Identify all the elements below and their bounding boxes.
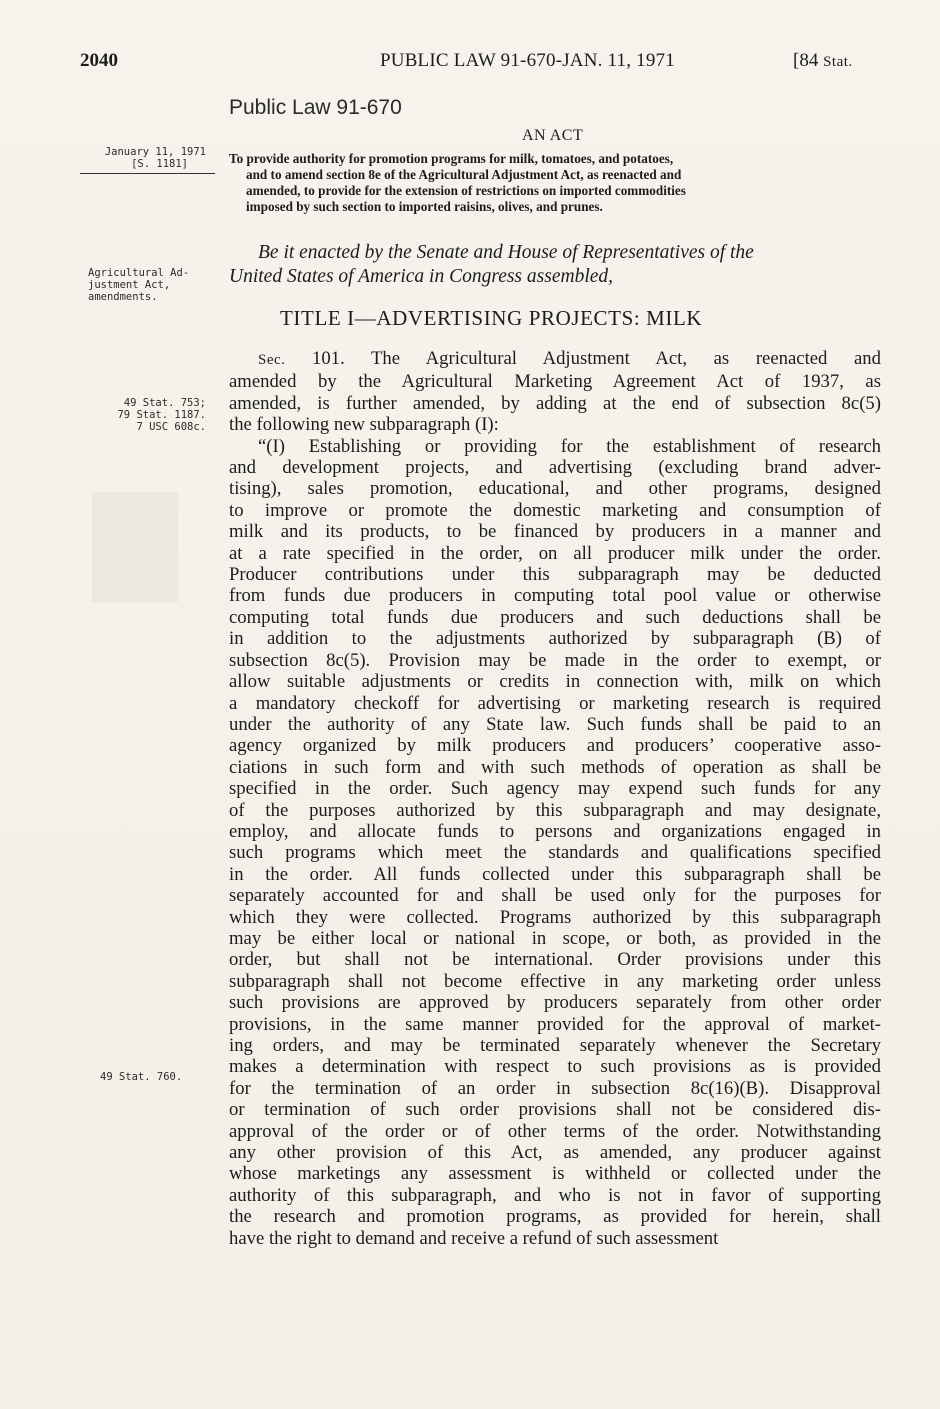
bleed-through-mark — [92, 492, 178, 602]
body-line: subsection 8c(5). Provision may be made in the order to exempt, or — [229, 649, 881, 671]
body-line: milk and its products, to be financed by producers in a manner and — [229, 521, 881, 543]
body-line — [229, 348, 881, 371]
margin-note-agricultural-act — [88, 267, 218, 303]
margin-divider — [80, 173, 215, 174]
purpose-line: To provide authority for promotion programs for milk, tomatoes, and potatoes, — [229, 151, 674, 166]
body-line: a mandatory checkoff for advertising or marketing research is required — [229, 692, 881, 714]
body-line: authority of this subparagraph, and who is not in favor of supporting — [229, 1184, 881, 1206]
body-line: separately accounted for and shall be used only for the purposes for — [229, 885, 881, 907]
enacting-line: Be it enacted by the Senate and House of Representatives of the — [258, 242, 754, 263]
body-line: “(I) Establishing or providing for the establishment of research — [258, 435, 881, 457]
body-line: at a rate specified in the order, on all producer milk under the order. — [229, 542, 881, 564]
margin-note-date — [86, 146, 206, 170]
body-line: computing total funds due producers and such deductions shall be — [229, 606, 881, 628]
body-line: approval of the order or of other terms of the order. Notwithstanding — [229, 1120, 881, 1142]
section-body — [229, 348, 881, 1249]
body-line: provisions, in the same manner provided for the approval of market- — [229, 1013, 881, 1035]
section-first-line: 101. The Agricultural Adjustment Act, as reenacted and — [285, 348, 881, 369]
body-line: specified in the order. Such agency may expend such funds for any — [229, 778, 881, 800]
stat-label: Stat. — [823, 54, 853, 70]
an-act-heading: AN ACT — [522, 127, 584, 144]
purpose-clause — [229, 151, 879, 215]
body-line: the research and promotion programs, as provided for herein, shall — [229, 1206, 881, 1228]
enacting-clause — [229, 241, 881, 289]
body-line: subparagraph shall not become effective in any marketing order unless — [229, 970, 881, 992]
stat-open: [84 — [793, 50, 824, 71]
page-number: 2040 — [80, 50, 118, 71]
purpose-line: amended, to provide for the extension of restrictions on imported commodities — [246, 183, 686, 198]
body-line: of the purposes authorized by this subparagraph and may designate, — [229, 799, 881, 821]
enacting-line: United States of America in Congress assembled, — [229, 266, 614, 287]
body-line: agency organized by milk producers and producers’ cooperative asso- — [229, 735, 881, 757]
stat-reference — [793, 50, 853, 72]
margin-ag-line: amendments. — [88, 291, 158, 303]
running-title: PUBLIC LAW 91-670-JAN. 11, 1971 — [380, 50, 675, 71]
body-line: in addition to the adjustments authorized by subparagraph (B) of — [229, 628, 881, 650]
body-line: and development projects, and advertising (excluding brand adver- — [229, 457, 881, 479]
body-line: in the order. All funds collected under this subparagraph shall be — [229, 863, 881, 885]
margin-date: January 11, 1971 — [104, 146, 206, 158]
body-line: order, but shall not be international. Order provisions under this — [229, 949, 881, 971]
body-line: from funds due producers in computing total pool value or otherwise — [229, 585, 881, 607]
body-line: under the authority of any State law. Such funds shall be paid to an — [229, 713, 881, 735]
body-line: have the right to demand and receive a refund of such assessment — [229, 1227, 719, 1249]
margin-note-citations — [84, 397, 206, 433]
body-line: whose marketings any assessment is withheld or collected under the — [229, 1163, 881, 1185]
section-label: Sec. — [258, 352, 286, 368]
body-line: for the termination of an order in subsection 8c(16)(B). Disapproval — [229, 1077, 881, 1099]
body-line: may be either local or national in scope, or both, as provided in the — [229, 927, 881, 949]
body-line: ing orders, and may be terminated separately whenever the Secretary — [229, 1035, 881, 1056]
purpose-line: and to amend section 8e of the Agricultural Adjustment Act, as reenacted and — [246, 167, 682, 182]
margin-bill-number: [S. 1181] — [131, 158, 188, 170]
body-line: makes a determination with respect to such provisions as is provided — [229, 1056, 881, 1078]
body-line: such programs which meet the standards and qualifications specified — [229, 842, 881, 864]
margin-ag-line: Agricultural Ad- — [88, 267, 190, 279]
body-line: tising), sales promotion, educational, and other programs, designed — [229, 478, 881, 500]
margin-citation: 49 Stat. 753; — [123, 397, 206, 409]
margin-citation: 7 USC 608c. — [136, 421, 206, 433]
title-heading: TITLE I—ADVERTISING PROJECTS: MILK — [280, 306, 703, 330]
body-line: any other provision of this Act, as amended, any producer against — [229, 1142, 881, 1164]
margin-citation: 79 Stat. 1187. — [117, 409, 206, 421]
body-line: to improve or promote the domestic marketing and consumption of — [229, 499, 881, 521]
public-law-title: Public Law 91-670 — [229, 96, 402, 119]
margin-note-citation-760: 49 Stat. 760. — [100, 1071, 183, 1083]
margin-ag-line: justment Act, — [88, 279, 171, 291]
body-line: Producer contributions under this subparagraph may be deducted — [229, 564, 881, 586]
body-line: amended, is further amended, by adding at the end of subsection 8c(5) — [229, 392, 881, 414]
body-line: ciations in such form and with such methods of operation as shall be — [229, 756, 881, 778]
body-line: allow suitable adjustments or credits in connection with, milk on which — [229, 671, 881, 693]
body-line: amended by the Agricultural Marketing Agreement Act of 1937, as — [229, 371, 881, 393]
body-line: or termination of such order provisions shall not be considered dis- — [229, 1099, 881, 1121]
body-line: the following new subparagraph (I): — [229, 414, 499, 436]
body-line: employ, and allocate funds to persons and organizations engaged in — [229, 820, 881, 842]
purpose-line: imposed by such section to imported raisins, olives, and prunes. — [246, 199, 603, 214]
body-line: which they were collected. Programs authorized by this subparagraph — [229, 906, 881, 928]
body-line: such provisions are approved by producers separately from other order — [229, 992, 881, 1014]
